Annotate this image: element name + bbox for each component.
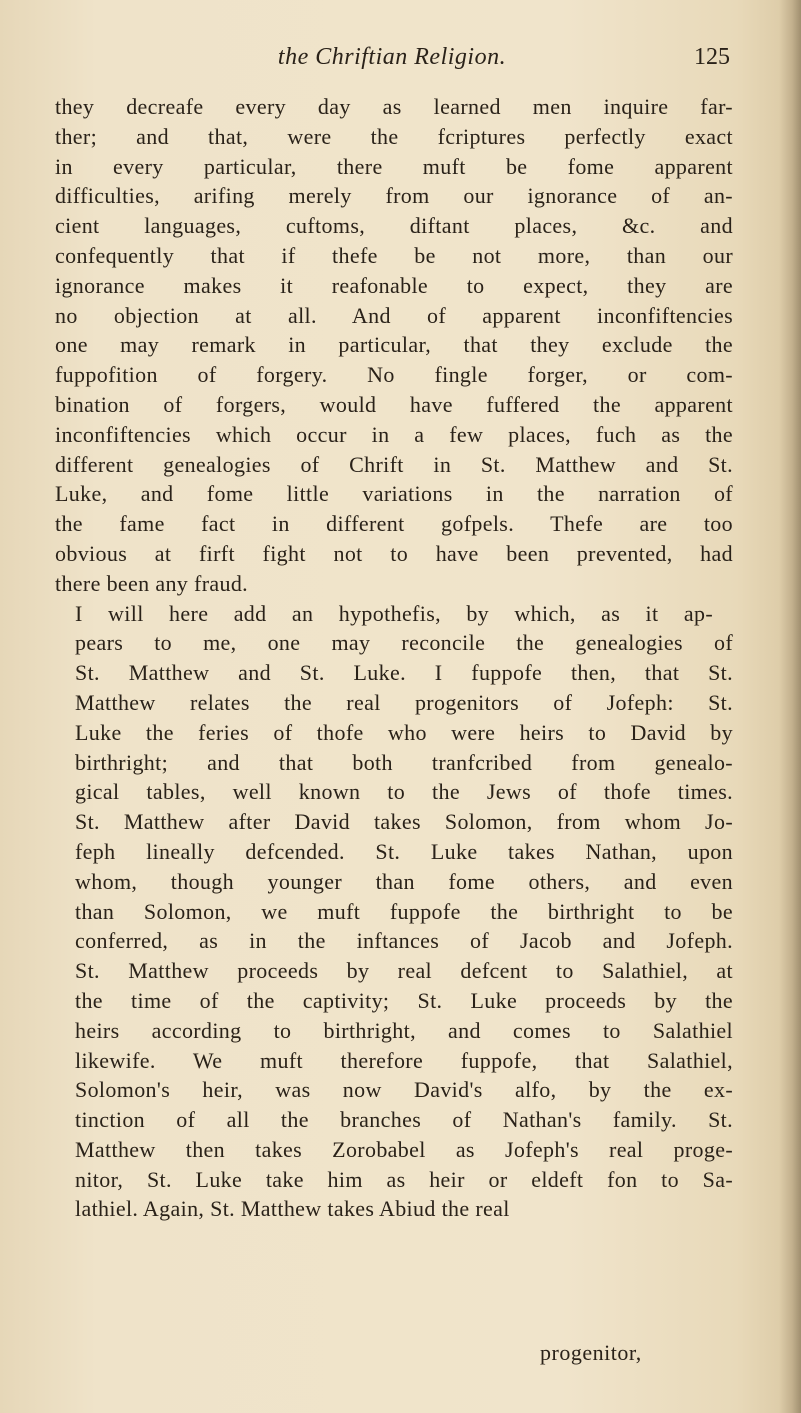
page-gutter-shadow (779, 0, 801, 1413)
paragraph-1 (55, 92, 733, 599)
text-line: tinction of all the branches of Nathan's family. St. (75, 1107, 733, 1133)
text-line: St. Matthew and St. Luke. I fuppofe then, that St. (75, 660, 733, 686)
text-line: ther; and that, were the fcriptures perfectly exact (55, 123, 733, 149)
text-line: lathiel. Again, St. Matthew takes Abiud the real (75, 1196, 510, 1222)
text-line: St. Matthew proceeds by real defcent to Salathiel, at (75, 958, 733, 984)
page-header (54, 44, 730, 84)
text-line: Matthew relates the real progenitors of Jofeph: St. (75, 689, 733, 715)
text-line: Luke, and fome little variations in the narration of (55, 481, 733, 507)
text-line: bination of forgers, would have fuffered the apparent (55, 391, 733, 417)
text-line: difficulties, arifing merely from our ignorance of an- (55, 183, 733, 209)
text-line: Solomon's heir, was now David's alfo, by the ex- (75, 1077, 733, 1103)
text-line: feph lineally defcended. St. Luke takes Nathan, upon (75, 838, 733, 864)
paragraph-2 (55, 599, 733, 1225)
text-line: whom, though younger than fome others, and even (75, 868, 733, 894)
text-line: the time of the captivity; St. Luke proceeds by the (75, 987, 733, 1013)
text-line: in every particular, there muft be fome apparent (55, 153, 733, 179)
text-line: conferred, as in the inftances of Jacob and Jofeph. (75, 928, 733, 954)
text-line: pears to me, one may reconcile the genealogies of (75, 630, 733, 656)
text-line: cient languages, cuftoms, diftant places, &c. and (55, 213, 733, 239)
text-line: St. Matthew after David takes Solomon, from whom Jo- (75, 809, 733, 835)
text-line: obvious at firft fight not to have been prevented, had (55, 540, 733, 566)
text-line: fuppofition of forgery. No fingle forger, or com- (55, 362, 733, 388)
text-line: heirs according to birthright, and comes to Salathiel (75, 1017, 733, 1043)
text-line: no objection at all. And of apparent inconfiftencies (55, 302, 733, 328)
text-line: birthright; and that both tranfcribed from genealo- (75, 749, 733, 775)
text-line: the fame fact in different gofpels. Thefe are too (55, 511, 733, 537)
text-line: they decreafe every day as learned men inquire far- (55, 94, 733, 119)
text-line: Matthew then takes Zorobabel as Jofeph's real proge- (75, 1136, 733, 1162)
text-line: I will here add an hypothefis, by which, as it ap- (75, 600, 713, 626)
text-line: likewife. We muft therefore fuppofe, that Salathiel, (75, 1047, 733, 1073)
text-line: ignorance makes it reafonable to expect, they are (55, 272, 733, 298)
text-line: Luke the feries of thofe who were heirs to David by (75, 719, 733, 745)
catchword: progenitor, (540, 1340, 642, 1365)
text-line: inconfiftencies which occur in a few places, fuch as the (55, 421, 733, 447)
text-line: confequently that if thefe be not more, than our (55, 242, 733, 268)
page-number: 125 (694, 44, 730, 70)
text-line: than Solomon, we muft fuppofe the birthright to be (75, 898, 733, 924)
body-text (55, 92, 733, 1224)
text-line: different genealogies of Chrift in St. Matthew and St. (55, 451, 733, 477)
text-line: there been any fraud. (55, 570, 249, 596)
text-line: gical tables, well known to the Jews of thofe times. (75, 779, 733, 805)
running-head: the Chriftian Religion. (277, 44, 507, 70)
text-line: nitor, St. Luke take him as heir or eldeft fon to Sa- (75, 1166, 733, 1192)
text-line: one may remark in particular, that they exclude the (55, 332, 733, 358)
